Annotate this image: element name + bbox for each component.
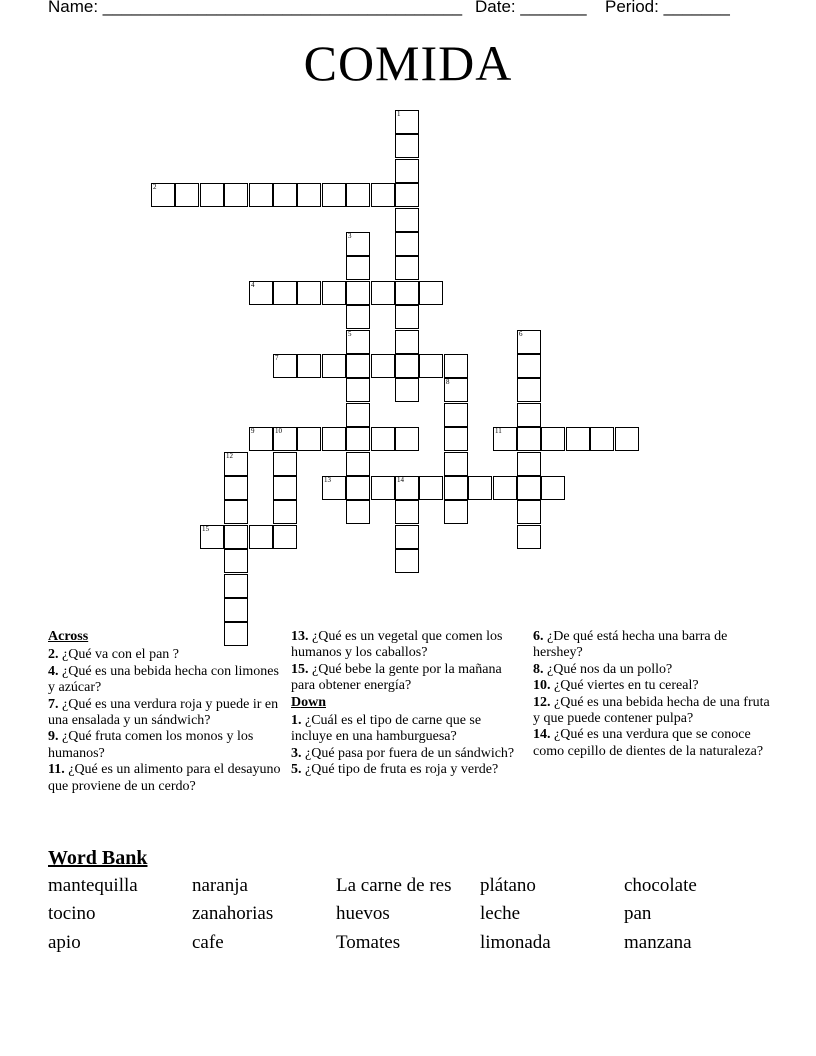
crossword-cell[interactable] <box>322 427 346 451</box>
clue-down-5: 5. ¿Qué tipo de fruta es roja y verde? <box>291 762 499 778</box>
crossword-cell[interactable] <box>346 452 370 476</box>
crossword-cell[interactable] <box>444 452 468 476</box>
cell-number: 9 <box>251 427 255 435</box>
cell-number: 13 <box>324 476 331 484</box>
clue-down-3: 3. ¿Qué pasa por fuera de un sándwich? <box>291 745 515 761</box>
crossword-cell[interactable] <box>517 378 541 402</box>
clue-across-15: 15. ¿Qué bebe la gente por la mañana para obtener energía? <box>291 661 502 694</box>
crossword-cell[interactable] <box>346 256 370 280</box>
crossword-cell[interactable] <box>346 183 370 207</box>
clue-down-1: 1. ¿Cuál es el tipo de carne que se incluye en una hamburguesa? <box>291 713 482 745</box>
crossword-cell[interactable] <box>200 525 224 549</box>
crossword-cell[interactable] <box>395 159 419 183</box>
word-bank-item: chocolate <box>624 875 697 896</box>
crossword-cell[interactable] <box>395 256 419 280</box>
crossword-cell[interactable] <box>346 500 370 524</box>
crossword-cell[interactable] <box>395 378 419 402</box>
crossword-cell[interactable] <box>371 354 395 378</box>
crossword-cell[interactable] <box>517 403 541 427</box>
cell-number: 10 <box>275 427 282 435</box>
crossword-cell[interactable] <box>395 281 419 305</box>
crossword-cell[interactable] <box>371 476 395 500</box>
word-bank-item: apio <box>48 932 81 953</box>
crossword-cell[interactable] <box>346 305 370 329</box>
crossword-cell[interactable] <box>468 476 492 500</box>
crossword-cell[interactable] <box>346 281 370 305</box>
clue-down-10: 10. ¿Qué viertes en tu cereal? <box>533 678 699 694</box>
crossword-cell[interactable] <box>395 110 419 134</box>
clue-down-6: 6. ¿De qué está hecha una barra de hershey? <box>533 629 728 661</box>
page-title: COMIDA <box>303 35 513 91</box>
crossword-cell[interactable] <box>444 500 468 524</box>
crossword-cell[interactable] <box>395 208 419 232</box>
crossword-cell[interactable] <box>224 500 248 524</box>
crossword-cell[interactable] <box>346 232 370 256</box>
cell-number: 11 <box>495 427 502 435</box>
crossword-cell[interactable] <box>566 427 590 451</box>
crossword-cell[interactable] <box>346 427 370 451</box>
clue-across-13: 13. ¿Qué es un vegetal que comen los humanos y los caballos? <box>291 629 503 661</box>
crossword-cell[interactable] <box>224 525 248 549</box>
crossword-cell[interactable] <box>273 281 297 305</box>
down-heading: Down <box>291 694 327 710</box>
crossword-cell[interactable] <box>395 427 419 451</box>
crossword-cell[interactable] <box>175 183 199 207</box>
crossword-cell[interactable] <box>493 427 517 451</box>
cell-number: 12 <box>226 452 233 460</box>
cell-number: 15 <box>202 525 209 533</box>
crossword-cell[interactable] <box>273 476 297 500</box>
crossword-cell[interactable] <box>590 427 614 451</box>
clues-column-1 <box>48 629 284 795</box>
crossword-cell[interactable] <box>444 476 468 500</box>
crossword-cell[interactable] <box>151 183 175 207</box>
word-bank-item: Tomates <box>336 932 401 953</box>
crossword-cell[interactable] <box>346 330 370 354</box>
across-heading: Across <box>48 629 89 644</box>
crossword-cell[interactable] <box>419 354 443 378</box>
crossword-cell[interactable] <box>517 330 541 354</box>
clue-down-12: 12. ¿Qué es una bebida hecha de una fruta y que puede contener pulpa? <box>533 694 770 727</box>
crossword-cell[interactable] <box>371 427 395 451</box>
crossword-cell[interactable] <box>273 452 297 476</box>
word-bank-item: mantequilla <box>48 875 138 896</box>
crossword-cell[interactable] <box>444 427 468 451</box>
crossword-cell[interactable] <box>615 427 639 451</box>
crossword-cell[interactable] <box>249 427 273 451</box>
crossword-cell[interactable] <box>346 354 370 378</box>
clues-column-2 <box>291 629 517 779</box>
crossword-cell[interactable] <box>224 574 248 598</box>
cell-number: 1 <box>397 110 401 118</box>
crossword-cell[interactable] <box>395 134 419 158</box>
crossword-cell[interactable] <box>297 427 321 451</box>
word-bank-item: tocino <box>48 903 96 924</box>
word-bank-item: La carne de res <box>336 875 452 896</box>
crossword-cell[interactable] <box>249 183 273 207</box>
crossword-cell[interactable] <box>395 305 419 329</box>
crossword-cell[interactable] <box>322 183 346 207</box>
word-bank-item: naranja <box>192 875 248 896</box>
word-bank-item: pan <box>624 903 652 924</box>
crossword-cell[interactable] <box>224 549 248 573</box>
clue-across-7: 7. ¿Qué es una verdura roja y puede ir en una ensalada y un sándwich? <box>48 696 279 729</box>
crossword-cell[interactable] <box>273 183 297 207</box>
clue-across-11: 11. ¿Qué es un alimento para el desayuno que proviene de un cerdo? <box>48 762 281 794</box>
crossword-cell[interactable] <box>346 476 370 500</box>
cell-number: 7 <box>275 354 279 362</box>
crossword-cell[interactable] <box>419 281 443 305</box>
crossword-cell[interactable] <box>273 500 297 524</box>
crossword-cell[interactable] <box>444 403 468 427</box>
crossword-cell[interactable] <box>395 500 419 524</box>
crossword-cell[interactable] <box>346 403 370 427</box>
cell-number: 4 <box>251 281 255 289</box>
cell-number: 3 <box>348 232 352 240</box>
crossword-cell[interactable] <box>517 525 541 549</box>
cell-number: 8 <box>446 378 450 386</box>
crossword-cell[interactable] <box>322 281 346 305</box>
crossword-cell[interactable] <box>249 525 273 549</box>
crossword-cell[interactable] <box>273 427 297 451</box>
crossword-cell[interactable] <box>224 452 248 476</box>
crossword-cell[interactable] <box>346 378 370 402</box>
word-bank-item: zanahorias <box>192 903 274 924</box>
word-bank-heading: Word Bank <box>48 847 148 869</box>
clue-down-8: 8. ¿Qué nos da un pollo? <box>533 661 673 677</box>
date-field-label: Date: _______ <box>475 0 587 16</box>
crossword-cell[interactable] <box>517 476 541 500</box>
crossword-cell[interactable] <box>517 427 541 451</box>
word-bank-item: manzana <box>624 932 692 953</box>
cell-number: 2 <box>153 183 157 191</box>
crossword-cell[interactable] <box>297 183 321 207</box>
crossword-cell[interactable] <box>395 183 419 207</box>
crossword-cell[interactable] <box>493 476 517 500</box>
clues-column-3 <box>533 629 773 760</box>
crossword-cell[interactable] <box>224 476 248 500</box>
crossword-cell[interactable] <box>249 281 273 305</box>
clue-across-2: 2. ¿Qué va con el pan ? <box>48 647 179 663</box>
crossword-cell[interactable] <box>395 549 419 573</box>
crossword-cell[interactable] <box>322 354 346 378</box>
word-bank-item: huevos <box>336 903 390 924</box>
word-bank-item: cafe <box>192 932 224 953</box>
crossword-cell[interactable] <box>371 281 395 305</box>
cell-number: 14 <box>397 476 404 484</box>
crossword-cell[interactable] <box>541 427 565 451</box>
period-field-label: Period: _______ <box>605 0 730 16</box>
crossword-cell[interactable] <box>224 598 248 622</box>
word-bank-item: leche <box>480 903 521 924</box>
crossword-cell[interactable] <box>297 354 321 378</box>
crossword-cell[interactable] <box>517 452 541 476</box>
crossword-cell[interactable] <box>371 183 395 207</box>
cell-number: 5 <box>348 330 352 338</box>
crossword-cell[interactable] <box>541 476 565 500</box>
cell-number: 6 <box>519 330 523 338</box>
crossword-cell[interactable] <box>444 354 468 378</box>
crossword-cell[interactable] <box>273 525 297 549</box>
crossword-cell[interactable] <box>200 183 224 207</box>
crossword-cell[interactable] <box>395 476 419 500</box>
crossword-cell[interactable] <box>322 476 346 500</box>
word-bank-item: limonada <box>480 932 551 953</box>
name-field-label: Name: ______________________________________ <box>48 0 463 16</box>
crossword-cell[interactable] <box>395 232 419 256</box>
crossword-cell[interactable] <box>273 354 297 378</box>
crossword-cell[interactable] <box>517 354 541 378</box>
clue-across-4: 4. ¿Qué es una bebida hecha con limones y azúcar? <box>48 663 279 696</box>
crossword-cell[interactable] <box>395 525 419 549</box>
clue-down-14: 14. ¿Qué es una verdura que se conoce como cepillo de dientes de la naturaleza? <box>533 727 764 759</box>
crossword-cell[interactable] <box>224 183 248 207</box>
crossword-cell[interactable] <box>297 281 321 305</box>
crossword-cell[interactable] <box>395 354 419 378</box>
crossword-cell[interactable] <box>444 378 468 402</box>
word-bank-item: plátano <box>480 875 536 896</box>
clue-across-9: 9. ¿Qué fruta comen los monos y los humanos? <box>48 729 254 761</box>
crossword-cell[interactable] <box>419 476 443 500</box>
crossword-cell[interactable] <box>395 330 419 354</box>
crossword-cell[interactable] <box>517 500 541 524</box>
